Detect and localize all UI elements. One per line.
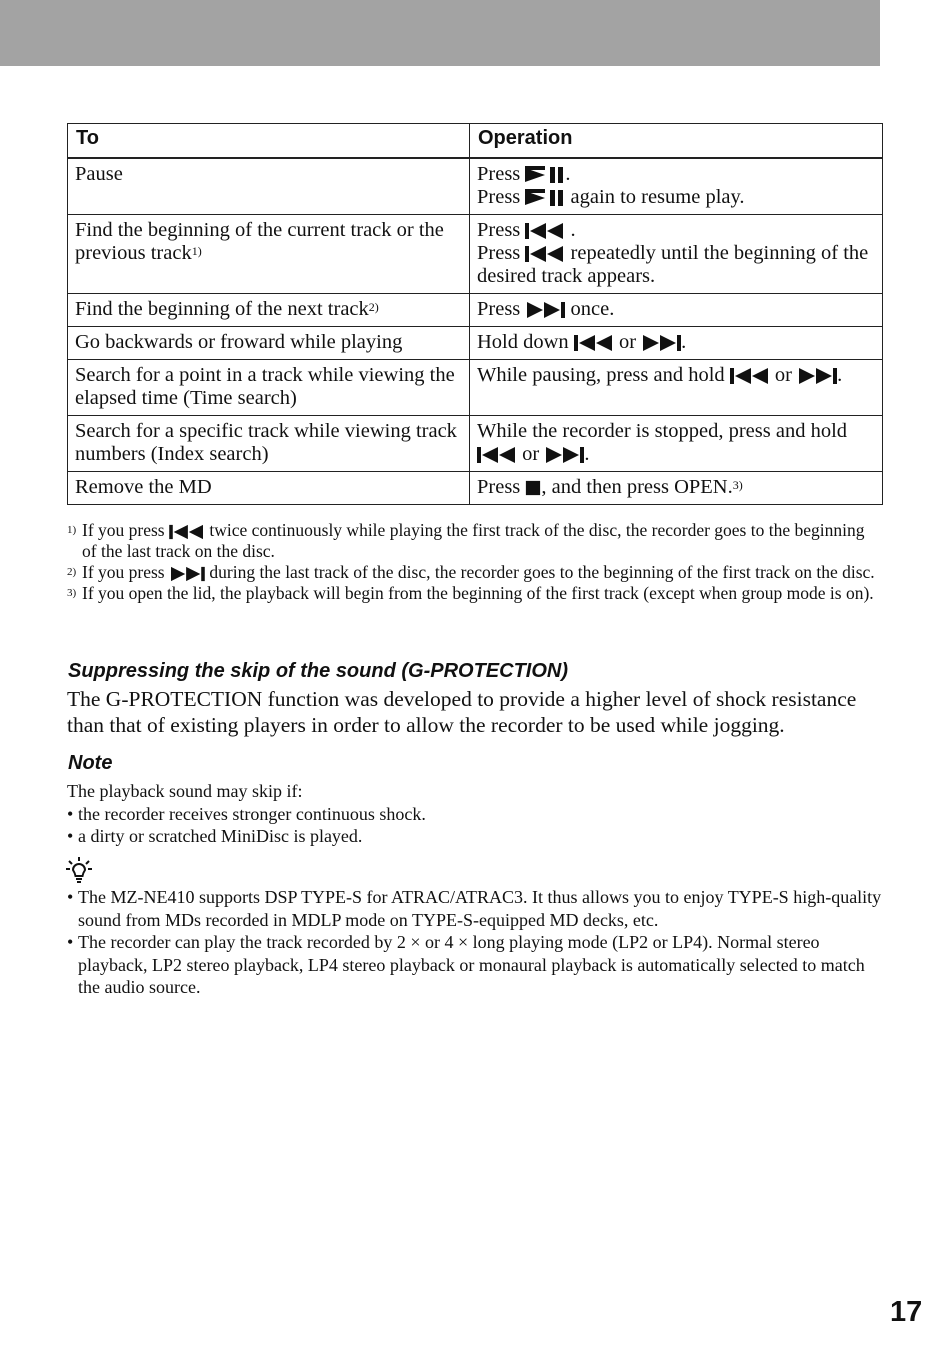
row-operation: Hold down or . <box>470 327 883 360</box>
row-operation: While pausing, press and hold or . <box>470 360 883 416</box>
next-track-icon <box>641 334 681 352</box>
row-operation: Press . Press repeatedly until the beginning of the desired track appears. <box>470 215 883 294</box>
row-operation: While the recorder is stopped, press and hold or . <box>470 416 883 472</box>
next-track-icon <box>797 367 837 385</box>
previous-track-icon <box>169 524 205 540</box>
note-title: Note <box>68 752 113 774</box>
page-number: 17 <box>890 1296 923 1328</box>
row-to: Remove the MD <box>68 472 470 505</box>
table-row <box>68 472 883 505</box>
table-row <box>68 327 883 360</box>
table-row <box>68 360 883 416</box>
next-track-icon <box>525 301 565 319</box>
footnote: 2) If you press during the last track of the disc, the recorder goes to the beginning of the first track on the disc. <box>67 562 875 582</box>
table-row <box>68 294 883 327</box>
row-to: Pause <box>68 158 470 215</box>
row-operation: Press , and then press OPEN.$^{3)}$ <box>470 472 883 505</box>
row-operation: Press once. <box>470 294 883 327</box>
note-body <box>67 780 882 848</box>
list-item: • The MZ-NE410 supports DSP TYPE-S for ATRAC/ATRAC3. It thus allows you to enjoy TYPE-S high-quality sound from MDs recorded in MDLP mode on TYPE-S-equipped MD decks, etc. <box>67 887 882 930</box>
footnotes <box>67 520 882 604</box>
previous-track-icon <box>574 334 614 352</box>
table-header-row <box>68 124 883 159</box>
list-item: • the recorder receives stronger continuous shock. <box>67 803 426 824</box>
row-to: Find the beginning of the next track$^{2)}$ <box>68 294 470 327</box>
operations-table <box>67 123 883 505</box>
stop-icon <box>525 480 541 496</box>
table-row <box>68 416 883 472</box>
previous-track-icon <box>525 222 565 240</box>
section-title: Suppressing the skip of the sound (G-PROTECTION) <box>68 660 569 682</box>
lightbulb-icon <box>66 857 92 883</box>
row-to: Find the beginning of the current track or the previous track$^{1)}$ <box>68 215 470 294</box>
play-pause-icon <box>525 189 565 207</box>
list-item: • a dirty or scratched MiniDisc is played. <box>67 826 363 846</box>
row-to: Search for a specific track while viewing track numbers (Index search) <box>68 416 470 472</box>
footnote: 1) If you press twice continuously while playing the first track of the disc, the recorder goes to the beginning of the last track on the disc. <box>67 520 865 561</box>
row-to: Search for a point in a track while viewing the elapsed time (Time search) <box>68 360 470 416</box>
column-header-operation: Operation <box>470 124 883 159</box>
next-track-icon <box>544 446 584 464</box>
section-text: The G-PROTECTION function was developed to provide a higher level of shock resistance than that of existing players in order to allow the recorder to be used while jogging. <box>67 687 857 737</box>
table-row <box>68 158 883 215</box>
previous-track-icon <box>730 367 770 385</box>
header-bar <box>0 0 880 66</box>
tips <box>67 886 882 999</box>
table-row <box>68 215 883 294</box>
column-header-to: To <box>68 124 470 159</box>
play-pause-icon <box>525 166 565 184</box>
row-operation: Press . Press again to resume play. <box>470 158 883 215</box>
footnote: 3) If you open the lid, the playback will begin from the beginning of the first track (except when group mode is on). <box>67 583 874 603</box>
previous-track-icon <box>525 245 565 263</box>
next-track-icon <box>169 566 205 582</box>
note-intro: The playback sound may skip if: <box>67 781 303 801</box>
row-to: Go backwards or froward while playing <box>68 327 470 360</box>
previous-track-icon <box>477 446 517 464</box>
list-item: • The recorder can play the track recorded by 2 × or 4 × long playing mode (LP2 or LP4). Normal stereo playback, LP2 stereo playback, LP4 stereo playback or monaural playback is automatically selected to match the audio source. <box>67 932 865 997</box>
